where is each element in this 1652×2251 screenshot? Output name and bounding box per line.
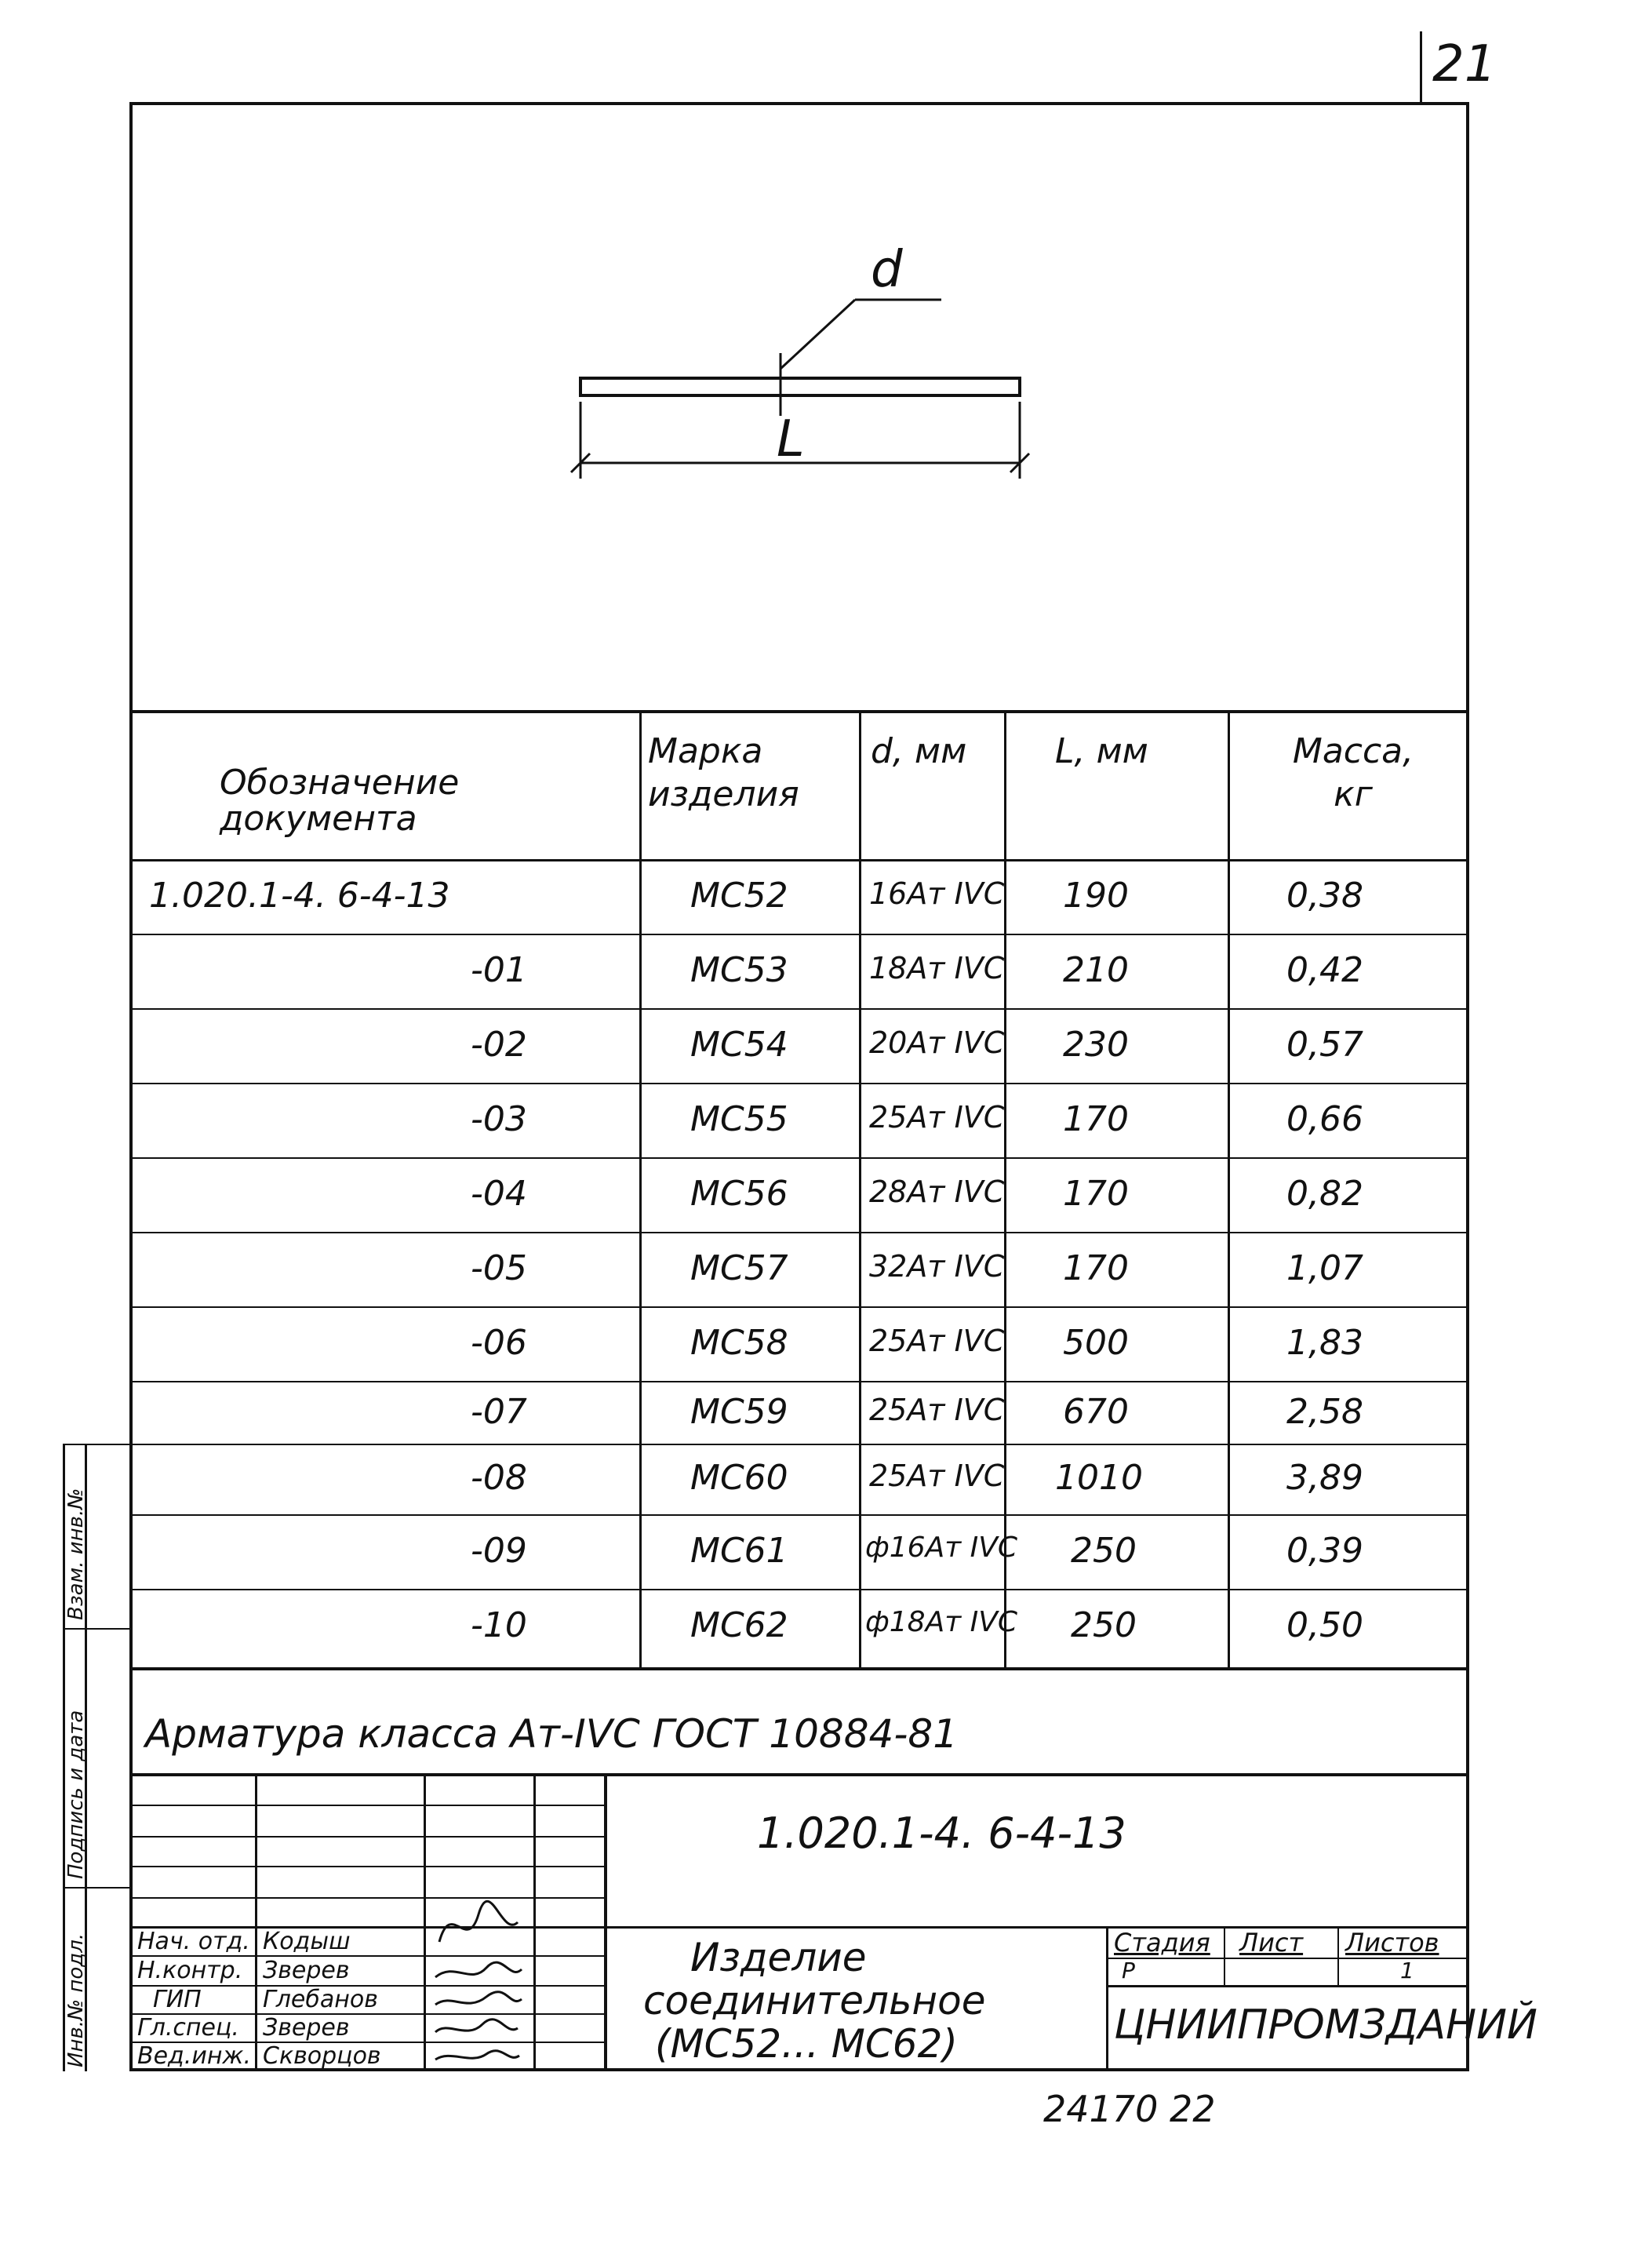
d-label: d	[871, 241, 903, 299]
cell-mark: МС59	[690, 1392, 788, 1432]
cell-L: 1010	[1055, 1458, 1143, 1498]
sheets-value: 1	[1400, 1958, 1414, 1983]
cell-L: 210	[1063, 950, 1129, 990]
signer-name: Кодыш	[263, 1928, 351, 1955]
doc-code: 1.020.1-4. 6-4-13	[757, 1808, 1126, 1858]
cell-designation: -01	[471, 950, 527, 990]
table-header-bottom	[129, 859, 1469, 861]
header-mass: Масса, кг	[1292, 731, 1414, 814]
cell-L: 190	[1063, 876, 1129, 916]
header-d: d, мм	[871, 731, 967, 771]
organization: ЦНИИПРОМЗДАНИЙ	[1114, 2001, 1537, 2049]
cell-L: 670	[1063, 1392, 1129, 1432]
header-designation: Обозначение документа	[220, 763, 460, 840]
cell-L: 170	[1063, 1248, 1129, 1288]
stage-value: Р	[1122, 1958, 1135, 1983]
cell-L: 230	[1063, 1025, 1129, 1065]
signer-role: ГИП	[153, 1986, 202, 2013]
signer-name: Зверев	[263, 1957, 350, 1984]
cell-L: 500	[1063, 1323, 1129, 1363]
signer-name: Зверев	[263, 2014, 350, 2042]
cell-designation: -06	[471, 1323, 527, 1363]
cell-mass: 1,07	[1286, 1248, 1363, 1288]
reinforcement-note: Арматура класса Ат-IVС ГОСТ 10884-81	[145, 1711, 959, 1757]
cell-mass: 0,50	[1286, 1605, 1363, 1645]
cell-mass: 0,57	[1286, 1025, 1363, 1065]
cell-d: 25Ат IVС	[869, 1324, 1005, 1358]
cell-mark: МС54	[690, 1025, 788, 1065]
cell-d: 32Ат IVС	[869, 1249, 1005, 1284]
cell-mark: МС62	[690, 1605, 788, 1645]
sheet-label: Лист	[1239, 1928, 1304, 1958]
col-divider-3	[1004, 710, 1006, 1667]
cell-d: 16Ат IVС	[869, 876, 1005, 911]
cell-mass: 0,42	[1286, 950, 1363, 990]
signer-name: Глебанов	[263, 1986, 378, 2013]
sheet-number: 21	[1432, 35, 1497, 93]
side-inv-replace: Взам. инв.№	[64, 1488, 88, 1620]
product-name-line1: Изделие	[690, 1935, 867, 1980]
cell-mark: МС61	[690, 1531, 788, 1571]
cell-mass: 3,89	[1286, 1458, 1363, 1498]
cell-mass: 0,82	[1286, 1174, 1363, 1214]
cell-L: 170	[1063, 1174, 1129, 1214]
cell-designation: -09	[471, 1531, 527, 1571]
signer-role: Вед.инж.	[137, 2042, 251, 2070]
side-sign-date: Подпись и дата	[64, 1710, 88, 1879]
cell-L: 170	[1063, 1099, 1129, 1139]
cell-d: 18Ат IVС	[869, 951, 1005, 985]
table-bottom-border	[129, 1667, 1469, 1670]
footer-code: 24170 22	[1043, 2088, 1216, 2130]
cell-mark: МС60	[690, 1458, 788, 1498]
cell-mark: МС57	[690, 1248, 788, 1288]
cell-L: 250	[1071, 1605, 1137, 1645]
cell-designation: -05	[471, 1248, 527, 1288]
cell-d: 25Ат IVС	[869, 1393, 1005, 1427]
cell-mass: 1,83	[1286, 1323, 1363, 1363]
cell-mass: 0,39	[1286, 1531, 1363, 1571]
col-divider-1	[639, 710, 642, 1667]
cell-d: 20Ат IVС	[869, 1025, 1005, 1060]
table-top-border	[129, 710, 1469, 713]
cell-designation: -03	[471, 1099, 527, 1139]
cell-designation: -02	[471, 1025, 527, 1065]
cell-d: ф16Ат IVС	[865, 1532, 1018, 1564]
side-inv-original: Инв.№ подл.	[64, 1932, 88, 2067]
col-divider-2	[859, 710, 861, 1667]
title-block-top	[129, 1773, 1469, 1776]
rod-shape	[580, 378, 1020, 395]
cell-L: 250	[1071, 1531, 1137, 1571]
cell-designation: -04	[471, 1174, 527, 1214]
cell-mark: МС58	[690, 1323, 788, 1363]
cell-mark: МС56	[690, 1174, 788, 1214]
cell-designation: 1.020.1-4. 6-4-13	[149, 876, 450, 916]
signer-role: Н.контр.	[137, 1957, 243, 1984]
sheets-label: Листов	[1345, 1928, 1439, 1958]
L-label: L	[777, 410, 805, 468]
cell-mark: МС53	[690, 950, 788, 990]
cell-d: 25Ат IVС	[869, 1459, 1005, 1493]
d-leader-line	[781, 300, 855, 369]
cell-mark: МС52	[690, 876, 788, 916]
signer-name: Скворцов	[263, 2042, 381, 2070]
signer-role: Нач. отд.	[137, 1928, 250, 1955]
cell-d: 28Ат IVС	[869, 1175, 1005, 1209]
header-mark: Марка изделия	[648, 731, 799, 814]
cell-designation: -10	[471, 1605, 527, 1645]
product-name-line3: (МС52... МС62)	[655, 2021, 958, 2067]
cell-d: ф18Ат IVС	[865, 1606, 1018, 1638]
cell-designation: -08	[471, 1458, 527, 1498]
cell-designation: -07	[471, 1392, 527, 1432]
cell-d: 25Ат IVС	[869, 1100, 1005, 1135]
signer-role: Гл.спец.	[137, 2014, 239, 2042]
cell-mass: 0,66	[1286, 1099, 1363, 1139]
cell-mark: МС55	[690, 1099, 788, 1139]
cell-mass: 2,58	[1286, 1392, 1363, 1432]
cell-mass: 0,38	[1286, 876, 1363, 916]
stage-label: Стадия	[1114, 1928, 1210, 1958]
signatures-image	[424, 1867, 533, 2071]
product-name-line2: соединительное	[643, 1978, 986, 2023]
header-L: L, мм	[1055, 731, 1148, 771]
col-divider-4	[1228, 710, 1230, 1667]
